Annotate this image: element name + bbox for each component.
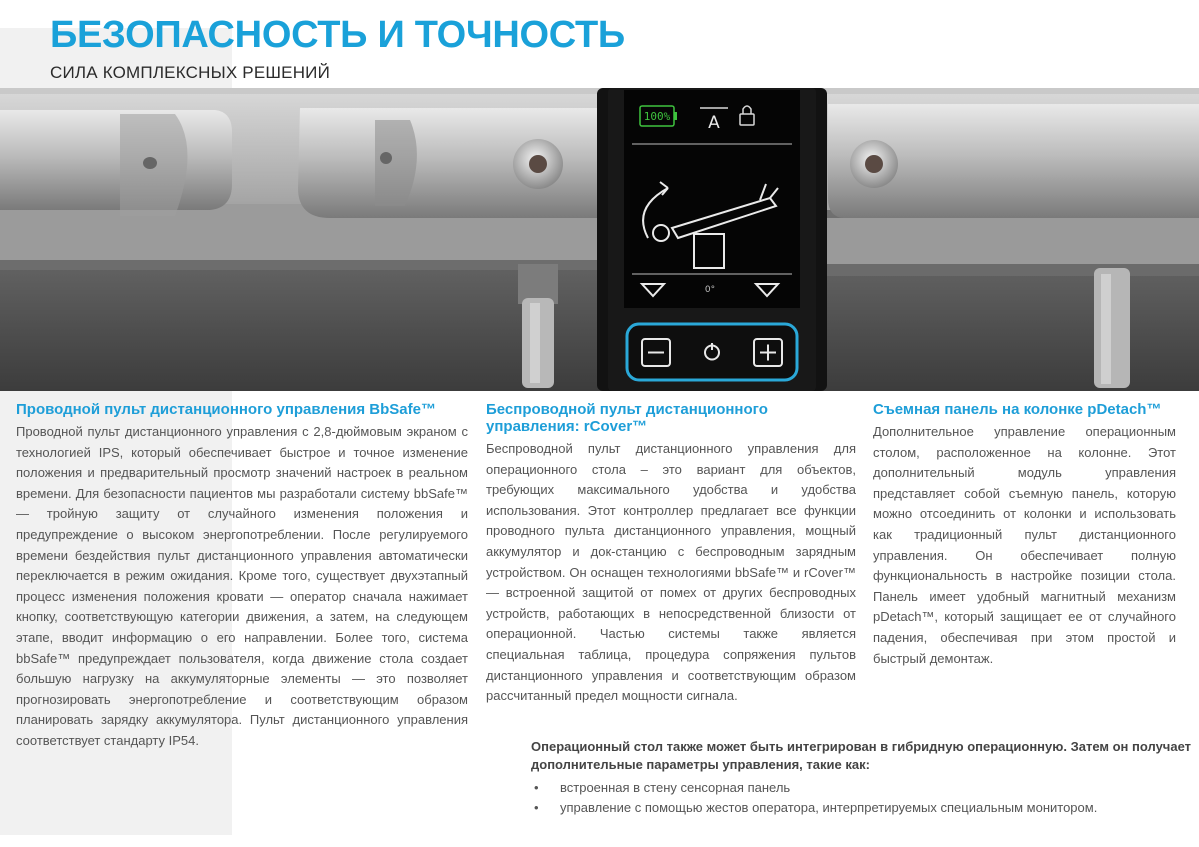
section-title: Беспроводной пульт дистанционного управления: rCover™ <box>486 401 768 435</box>
list-item-text: встроенная в стену сенсорная панель <box>560 780 791 795</box>
list-item <box>531 778 1191 798</box>
list-item-text: управление с помощью жестов оператора, интерпретируемых специальным монитором. <box>560 800 1098 815</box>
screen-angle-text: 0° <box>704 285 716 295</box>
section-body: Дополнительное управление операционным столом, расположенное на колонне. Этот дополнительный модуль управления представляет собой съемную панель, которую можно отсоединить от колонки и использовать как традиционный пульт дистанционного управления. Он обеспечивает полную функциональность в настройке позиции стола. Панель имеет удобный магнитный механизм pDetach™, который защищает ее от случайного падения, обеспечивая при этом простой и быстрый демонтаж. <box>873 424 1176 666</box>
section-body: Беспроводной пульт дистанционного управления для операционного стола – это вариант для объектов, требующих максимального удобства и удобства использования. Этот контроллер предлагает все функции проводного пульта дистанционного управления, мощный аккумулятор и док-станцию с беспроводным зарядным устройством. Он оснащен технологиями bbSafe™ и rCover™ — встроенной защитой от помех от других беспроводных устройств, работающих в непосредственной близости от операционной. Частью системы также является специальная таблица, процедура сопряжения пультов дистанционного управления и соответствующим образом рассчитанный предел мощности сигнала. <box>486 441 856 704</box>
page-subtitle: СИЛА КОМПЛЕКСНЫХ РЕШЕНИЙ <box>50 63 331 82</box>
section-wired-remote <box>16 401 468 752</box>
section-body: Проводной пульт дистанционного управления с 2,8-дюймовым экраном с технологией IPS, который обеспечивает быстрое и точное изменение положения и предварительный просмотр значений настроек в реальном времени. Для безопасности пациентов мы разработали систему bbSafe™ — тройную защиту от случайного изменения положения и предупреждение о высоком энергопотреблении. После регулируемого времени бездействия пульт дистанционного управления автоматически переключается в режим ожидания. Кроме того, существует двухэтапный процесс изменения положения кровати — оператор сначала нажимает кнопку, соответствующую категории движения, а затем, на следующем этапе, вводит информацию о его направлении. Более того, система bbSafe™ предупреждает пользователя, когда движение стола создает большую нагрузку на аккумуляторные элементы — это позволяет прогнозировать энергопотребление и соответствующим образом планировать зарядку аккумулятора. Пульт дистанционного управления соответствует стандарту IP54. <box>16 424 468 748</box>
hybrid-or-note <box>531 738 1191 818</box>
screen-battery-text: 100% <box>643 110 671 123</box>
page-title: БЕЗОПАСНОСТЬ И ТОЧНОСТЬ <box>50 14 625 56</box>
remote-control-photo <box>0 88 1199 391</box>
note-lead: Операционный стол также может быть интегрирован в гибридную операционную. Затем он получает дополнительные параметры управления, такие как: <box>531 739 1192 772</box>
section-wireless-remote <box>486 401 856 707</box>
list-item <box>531 798 1191 818</box>
bullet: • <box>534 780 539 795</box>
section-title: Съемная панель на колонке pDetach™ <box>873 401 1162 418</box>
section-detachable-panel <box>873 401 1176 669</box>
section-title: Проводной пульт дистанционного управления BbSafe™ <box>16 401 436 418</box>
bullet: • <box>534 800 539 815</box>
screen-mode-text: A <box>708 113 720 133</box>
note-list <box>531 778 1191 818</box>
